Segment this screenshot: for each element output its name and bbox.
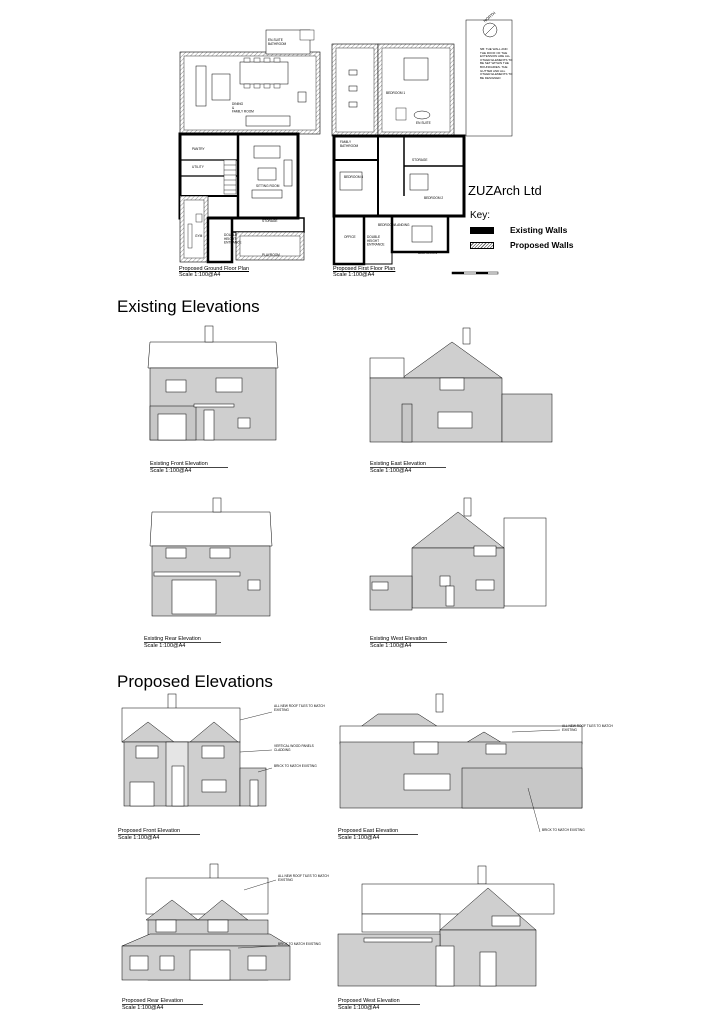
room-label-ensuite-first: EN SUITE [416, 121, 431, 125]
proposed-east-scale: Scale 1:100@A4 [338, 835, 380, 841]
proposed-east-elevation [340, 694, 582, 808]
key-proposed [470, 240, 573, 250]
proposed-west-elevation [338, 866, 554, 986]
north-label: NORTH [482, 10, 497, 24]
proposed-west-caption [338, 998, 420, 1011]
proposed-walls-label: Proposed Walls [510, 240, 574, 250]
room-label-landing: BEDROOM/LANDING [378, 223, 410, 227]
ground-plan-scale: Scale 1:100@A4 [179, 272, 221, 278]
existing-elevations-heading: Existing Elevations [117, 297, 260, 316]
room-label-entrance-ground: DOUBLE HEIGHT ENTRANCE [224, 233, 242, 245]
room-label-family-bath: FAMILY BATHROOM [340, 140, 359, 148]
note-roof-tiles-front: ALL NEW ROOF TILES TO MATCH EXISTING [274, 704, 325, 712]
proposed-west-title: Proposed West Elevation [338, 998, 420, 1005]
room-label-playroom: PLAYROOM [262, 253, 280, 257]
proposed-west-scale: Scale 1:100@A4 [338, 1005, 380, 1011]
existing-front-scale: Scale 1:100@A4 [150, 468, 192, 474]
floor-plans [0, 0, 724, 300]
existing-front-elevation [148, 326, 278, 440]
proposed-rear-title: Proposed Rear Elevation [122, 998, 203, 1005]
proposed-walls-swatch [470, 242, 494, 249]
room-label-bed4: BEDROOM 4 [344, 175, 364, 179]
proposed-rear-scale: Scale 1:100@A4 [122, 1005, 164, 1011]
existing-west-elevation [370, 498, 546, 610]
note-brick-front: BRICK TO MATCH EXISTING [274, 764, 317, 768]
proposed-front-caption [118, 828, 200, 841]
room-label-bed3: BEDROOM 3 [418, 251, 438, 255]
existing-walls-swatch [470, 227, 494, 234]
proposed-rear-elevation [122, 864, 290, 980]
proposed-front-title: Proposed Front Elevation [118, 828, 200, 835]
room-label-bed2: BEDROOM 2 [424, 196, 444, 200]
room-label-utility: UTILITY [192, 165, 204, 169]
key-existing [470, 225, 567, 235]
existing-east-caption [370, 461, 446, 474]
proposed-east-caption [338, 828, 418, 841]
existing-walls-label: Existing Walls [510, 225, 568, 235]
existing-rear-elevation [150, 498, 272, 616]
room-label-bed1: BEDROOM 1 [386, 91, 406, 95]
proposed-front-elevation [122, 694, 266, 806]
room-label-storage-ground: STORAGE [262, 219, 278, 223]
existing-east-elevation [370, 328, 552, 442]
existing-front-caption [150, 461, 228, 474]
roof-note: NB: THE WALL AND THE ROOF OF THE EXTENSION ARE ALL OTHER ELEMENTS TO BE SET WITHIN THE BOUNDARIES. THE GUTTER AND ALL OTHER ELEMENTS TO BE DESIGNED [480, 48, 513, 80]
note-wood-panels: VERTICAL WOOD PANELS CLADDING [274, 744, 314, 752]
existing-east-scale: Scale 1:100@A4 [370, 468, 412, 474]
existing-east-title: Existing East Elevation [370, 461, 446, 468]
note-brick-rear: BRICK TO MATCH EXISTING [278, 942, 321, 946]
room-label-sitting: SITTING ROOM [256, 184, 280, 188]
proposed-front-scale: Scale 1:100@A4 [118, 835, 160, 841]
first-plan-caption [333, 266, 395, 278]
first-plan-scale: Scale 1:100@A4 [333, 272, 375, 278]
scale-bar [452, 272, 498, 274]
existing-west-caption [370, 636, 447, 649]
elevations [0, 320, 724, 1023]
note-roof-tiles-rear: ALL NEW ROOF TILES TO MATCH EXISTING [278, 874, 329, 882]
key-title: Key: [470, 210, 491, 221]
room-label-entrance-first: DOUBLE HEIGHT ENTRANCE [367, 235, 385, 247]
existing-rear-scale: Scale 1:100@A4 [144, 643, 186, 649]
existing-rear-caption [144, 636, 221, 649]
existing-west-scale: Scale 1:100@A4 [370, 643, 412, 649]
proposed-elevations-heading: Proposed Elevations [117, 672, 273, 691]
ground-floor-plan [180, 30, 320, 262]
room-label-pantry: PANTRY [192, 147, 205, 151]
room-label-dining: DINING & FAMILY ROOM [232, 102, 254, 114]
note-brick-east: BRICK TO MATCH EXISTING [542, 828, 585, 832]
ground-plan-caption [179, 266, 249, 278]
room-label-storage-first: STORAGE [412, 158, 428, 162]
room-label-ensuite-ground: EN-SUITE BATHROOM [268, 38, 287, 46]
existing-rear-title: Existing Rear Elevation [144, 636, 221, 643]
north-arrow-icon [482, 10, 497, 37]
first-plan-title: Proposed First Floor Plan [333, 266, 396, 272]
note-roof-tiles-east: ALL NEW ROOF TILES TO MATCH EXISTING [562, 724, 613, 732]
ground-plan-title: Proposed Ground Floor Plan [179, 266, 250, 272]
proposed-rear-caption [122, 998, 203, 1011]
brand-name: ZUZArch Ltd [468, 183, 542, 198]
existing-west-title: Existing West Elevation [370, 636, 447, 643]
existing-front-title: Existing Front Elevation [150, 461, 228, 468]
room-label-gym: GYM [195, 234, 203, 238]
proposed-east-title: Proposed East Elevation [338, 828, 418, 835]
room-label-office: OFFICE [344, 235, 356, 239]
